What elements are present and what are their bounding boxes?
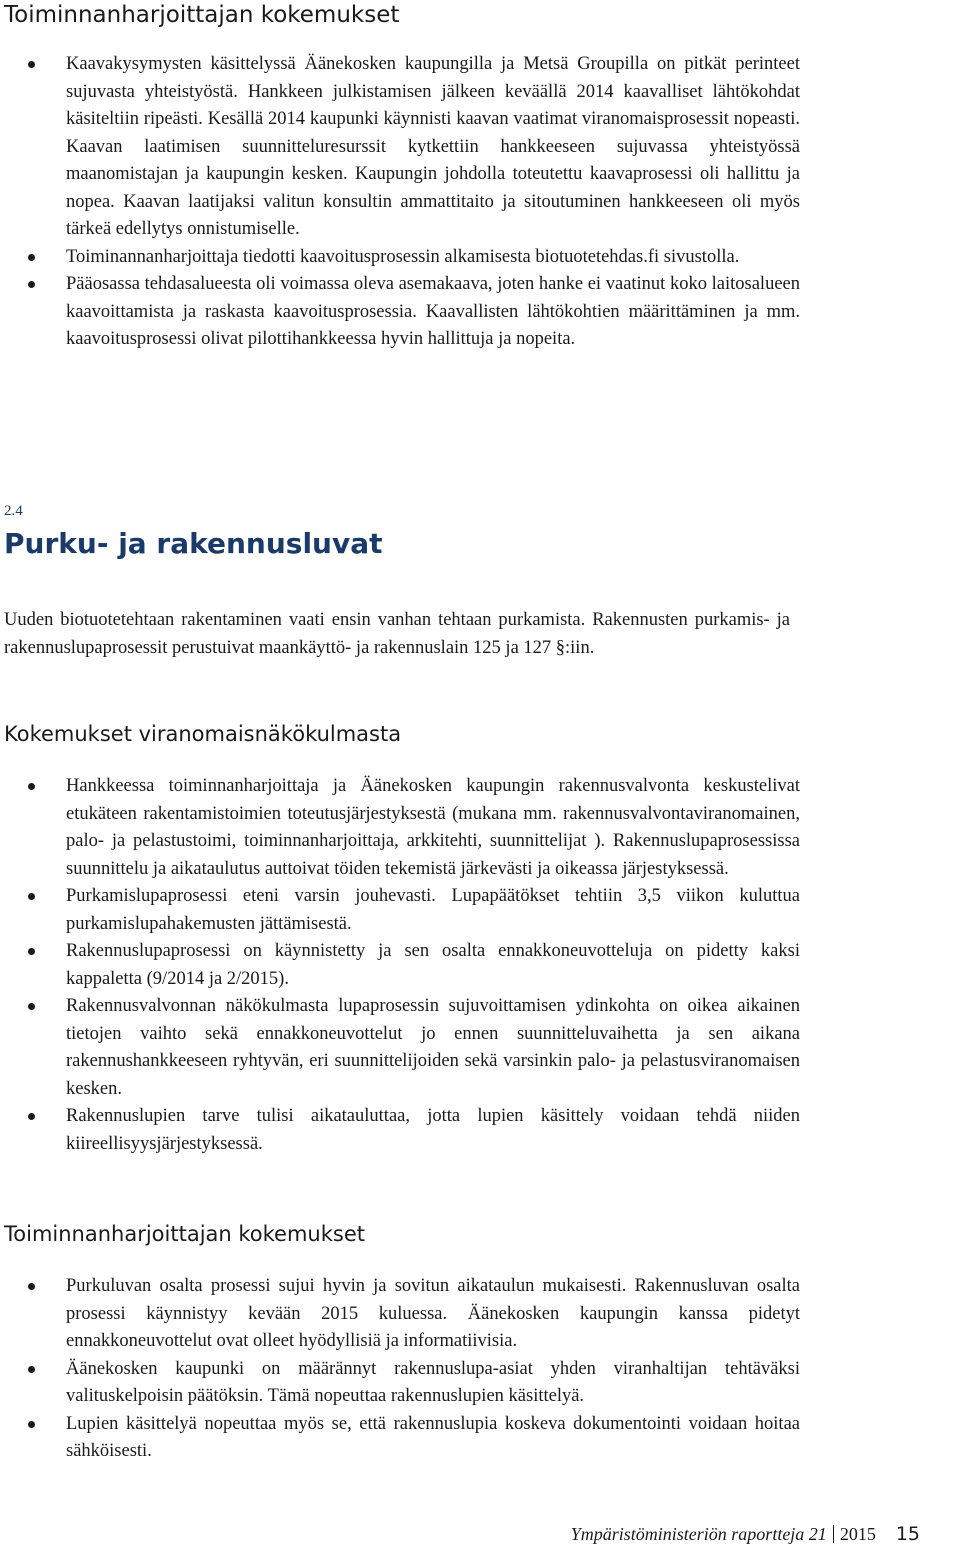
list-item: Toiminannanharjoittaja tiedotti kaavoitusprosessin alkamisesta biotuotetehdas.fi sivustolla. [0, 244, 800, 272]
page-footer [571, 1522, 920, 1546]
bullet-list-authority [0, 773, 800, 1158]
list-item: Pääosassa tehdasalueesta oli voimassa oleva asemakaava, joten hanke ei vaatinut koko laitosalueen kaavoittamista ja raskasta kaavoitusprosessia. Kaavallisten lähtökohtien määrittäminen ja mm. kaavoitusprosessi olivat pilottihankkeessa hyvin hallittuja ja nopeita. [0, 271, 800, 354]
list-item: Lupien käsittelyä nopeuttaa myös se, että rakennuslupia koskeva dokumentointi voidaan hoitaa sähköisesti. [0, 1411, 800, 1466]
footer-year: 2015 [839, 1524, 876, 1544]
list-item: Äänekosken kaupunki on määrännyt rakennuslupa-asiat yhden viranhaltijan tehtäväksi valituskelpoisin päätöksin. Tämä nopeuttaa rakennuslupien käsittelyä. [0, 1356, 800, 1411]
section-number: 2.4 [4, 503, 23, 519]
list-item: Rakennuslupien tarve tulisi aikatauluttaa, jotta lupien käsittely voidaan tehdä niiden kiireellisyysjärjestyksessä. [0, 1103, 800, 1158]
list-item: Rakennuslupaprosessi on käynnistetty ja sen osalta ennakkoneuvotteluja on pidetty kaksi kappaletta (9/2014 ja 2/2015). [0, 938, 800, 993]
footer-separator [833, 1525, 834, 1543]
bullet-icon [28, 893, 35, 900]
list-item: Rakennusvalvonnan näkökulmasta lupaprosessin sujuvoittamisen ydinkohta on oikea aikainen tietojen vaihto sekä ennakkoneuvottelut jo ennen suunnitteluvaihetta ja sen aikana rakennushankkeeseen ryhtyvän, eri suunnittelijoiden sekä varsinkin palo- ja pelastusviranomaisen kesken. [0, 993, 800, 1103]
list-item: Hankkeessa toiminnanharjoittaja ja Äänekosken kaupungin rakennusvalvonta keskustelivat etukäteen rakentamistoimien toteutusjärjestyksestä (mukana mm. rakennusvalvontaviranomainen, palo- ja pelastustoimi, toiminnanharjoittaja, arkkitehti, suunnittelijat ). Rakennuslupaprosessissa suunnittelu ja aikataulutus auttoivat töiden tekemistä järkevästi ja oikeassa järjestyksessä. [0, 773, 800, 883]
bullet-list-operator-planning [0, 51, 800, 354]
section-heading-operator-permits: Toiminnanharjoittajan kokemukset [4, 1222, 365, 1246]
bullet-icon [28, 1113, 35, 1120]
bullet-icon [28, 1366, 35, 1373]
intro-paragraph: Uuden biotuotetehtaan rakentaminen vaati ensin vanhan tehtaan purkamista. Rakennusten purkamis- ja rakennuslupaprosessit perustuivat maankäyttö- ja rakennuslain 125 ja 127 §:iin. [4, 610, 790, 658]
section-title: Purku- ja rakennusluvat [4, 527, 383, 560]
section-heading-authority-view: Kokemukset viranomaisnäkökulmasta [4, 722, 402, 746]
bullet-icon [28, 61, 35, 68]
footer-report-name: Ympäristöministeriön raportteja 21 [570, 1524, 827, 1544]
bullet-list-operator-permits [0, 1273, 800, 1466]
page-number: 15 [895, 1523, 920, 1545]
bullet-icon [28, 1003, 35, 1010]
list-item: Purkuluvan osalta prosessi sujui hyvin ja sovitun aikataulun mukaisesti. Rakennusluvan osalta prosessi käynnistyy kevään 2015 kuluessa. Äänekosken kaupungin kanssa pidetyt ennakkoneuvottelut ovat olleet hyödyllisiä ja informatiivisia. [0, 1273, 800, 1356]
bullet-icon [28, 948, 35, 955]
list-item: Kaavakysymysten käsittelyssä Äänekosken kaupungilla ja Metsä Groupilla on pitkät perinteet sujuvasta yhteistyöstä. Hankkeen julkistamisen jälkeen keväällä 2014 kaavalliset lähtökohdat käsiteltiin ripeästi. Kesällä 2014 kaupunki käynnisti kaavan vaatimat viranomaisprosessit nopeasti. Kaavan laatimisen suunnitteluresurssit kytkettiin hankkeeseen sujuvassa yhteistyössä maanomistajan ja kaupungin kesken. Kaupungin johdolla toteutettu kaavaprosessi oli hallittu ja nopea. Kaavan laatijaksi valitun konsultin ammattitaito ja sitoutuminen hankkeeseen oli myös tärkeä edellytys onnistumiselle. [0, 51, 800, 244]
bullet-icon [28, 1421, 35, 1428]
bullet-icon [28, 1283, 35, 1290]
list-item: Purkamislupaprosessi eteni varsin jouhevasti. Lupapäätökset tehtiin 3,5 viikon kuluttua purkamislupahakemusten jättämisestä. [0, 883, 800, 938]
bullet-icon [28, 783, 35, 790]
bullet-icon [28, 281, 35, 288]
section-heading-operator-experiences: Toiminnanharjoittajan kokemukset [4, 2, 400, 28]
bullet-icon [28, 254, 35, 261]
